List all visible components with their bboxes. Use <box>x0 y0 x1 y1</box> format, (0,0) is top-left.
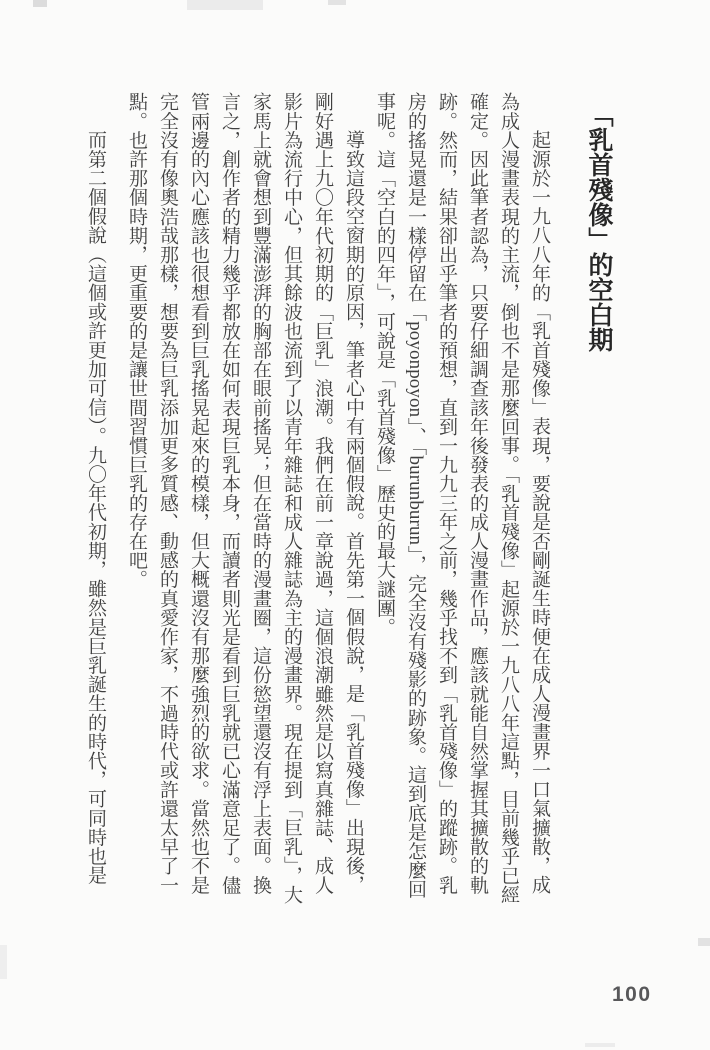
chapter-title: 「乳首殘像」的空白期 <box>585 102 612 352</box>
page-number: 100 <box>612 983 652 1006</box>
scan-artifact <box>698 938 710 946</box>
body-paragraph-2: 導致這段空窗期的原因，筆者心中有兩個假說。首先第一個假說，是「乳首殘像」出現後，剛好遇上九〇年代初期的「巨乳」浪潮。我們在前一章說過，這個浪潮雖然是以寫真雜誌、成人影片為流行中心，但其餘波也流到了以青年雜誌和成人雜誌為主的漫畫界。現在提到「巨乳」，大家馬上就會想到豐滿澎湃的胸部在眼前搖晃；但在當時的漫畫圈，這份慾望還沒有浮上表面。換言之，創作者的精力幾乎都放在如何表現巨乳本身，而讀者則光是看到巨乳就已心滿意足了。儘管兩邊的內心應該也很想看到巨乳搖晃起來的模樣，但大概還沒有那麼強烈的欲求。當然也不是完全沒有像奧浩哉那樣，想要為巨乳添加更多質感、動感的真愛作家，不過時代或許還太早了一點。也許那個時期，更重要的是讓世間習慣巨乳的存在吧。 <box>126 92 364 904</box>
scan-artifact <box>33 0 47 7</box>
body-paragraph-1: 起源於一九八八年的「乳首殘像」表現，要說是否剛誕生時便在成人漫畫界一口氣擴散，成為成人漫畫表現的主流，倒也不是那麼回事。「乳首殘像」起源於一九八八年這點，目前幾乎已經確定。因此筆者認為，只要仔細調查該年後發表的成人漫畫作品，應該就能自然掌握其擴散的軌跡。然而，結果卻出乎筆者的預想，直到一九九三年之前，幾乎找不到「乳首殘像」的蹤跡。乳房的搖晃還是一樣停留在「poyonpoyon」、「burunburun」，完全沒有殘影的跡象。這到底是怎麼回事呢。這「空白的四年」，可說是「乳首殘像」歷史的最大謎團。 <box>374 92 550 904</box>
scan-artifact <box>0 945 7 979</box>
scan-artifact <box>585 1043 615 1047</box>
scan-artifact <box>187 0 263 10</box>
page-content <box>70 92 615 906</box>
scan-artifact <box>328 0 346 5</box>
body-paragraph-3: 而第二個假說（這個或許更加可信）。九〇年代初期，雖然是巨乳誕生的時代，可同時也是 <box>85 130 106 885</box>
